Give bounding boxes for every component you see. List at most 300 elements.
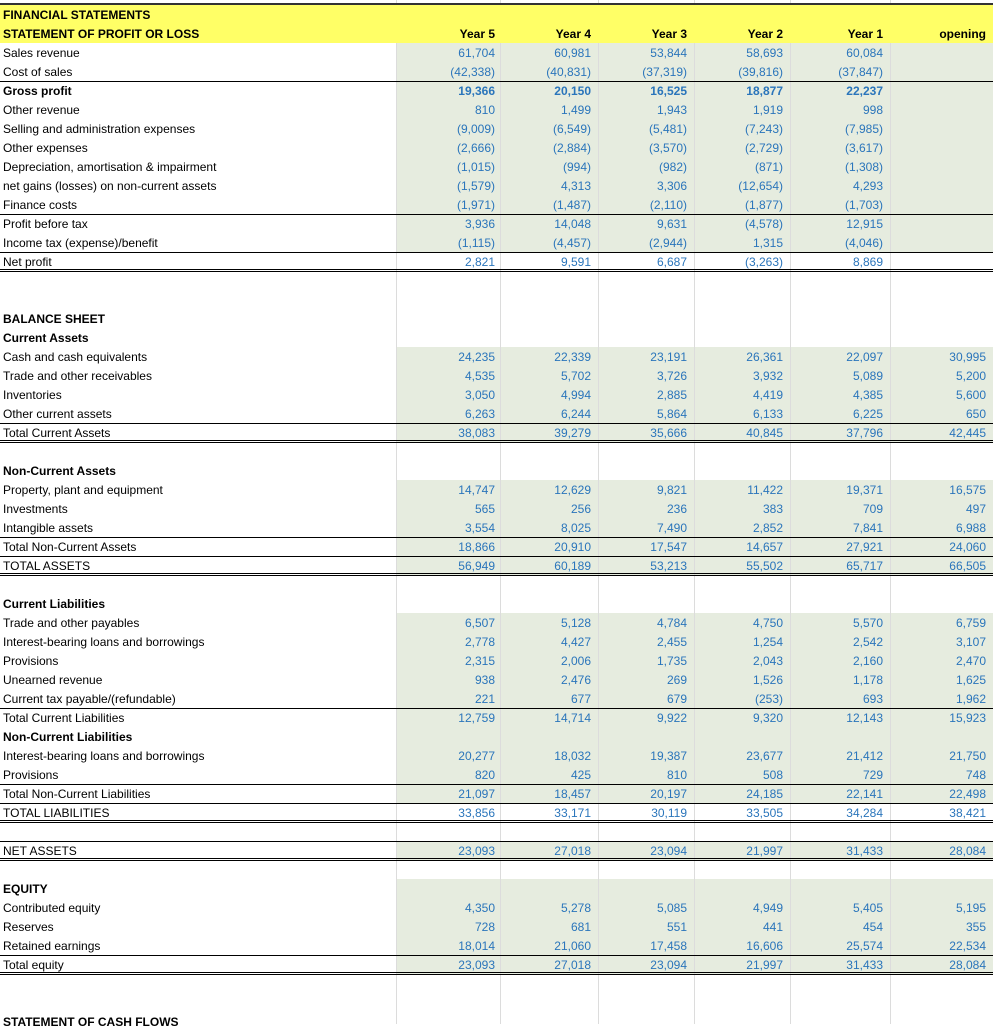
row-label: Interest-bearing loans and borrowings — [3, 749, 205, 763]
value-cell[interactable]: 2,852 — [752, 521, 783, 535]
value-cell[interactable]: 23,094 — [650, 844, 687, 858]
sheet-row — [0, 404, 993, 423]
double-underline — [0, 972, 993, 975]
value-cell[interactable]: 820 — [474, 768, 495, 782]
column-header[interactable]: Year 1 — [847, 27, 883, 41]
row-label: FINANCIAL STATEMENTS — [3, 8, 151, 22]
value-cell[interactable]: 4,350 — [464, 901, 495, 915]
row-label: Profit before tax — [3, 217, 88, 231]
value-cell[interactable]: 5,085 — [656, 901, 687, 915]
value-cell[interactable]: 2,470 — [955, 654, 986, 668]
value-cell[interactable]: 23,677 — [746, 749, 783, 763]
sheet-row — [0, 100, 993, 119]
value-cell[interactable]: 28,084 — [949, 844, 986, 858]
row-label: Other revenue — [3, 103, 80, 117]
value-cell[interactable]: 25,574 — [846, 939, 883, 953]
value-cell[interactable]: (9,009) — [456, 122, 495, 136]
sheet-row — [0, 195, 993, 214]
value-cell[interactable]: (37,319) — [642, 65, 687, 79]
row-label: Reserves — [3, 920, 54, 934]
sheet-row — [0, 347, 993, 366]
row-label: Current tax payable/(refundable) — [3, 692, 176, 706]
value-cell[interactable]: 30,995 — [949, 350, 986, 364]
value-cell[interactable]: (4,046) — [844, 236, 883, 250]
value-cell[interactable]: 728 — [474, 920, 495, 934]
value-cell[interactable]: 37,796 — [846, 426, 883, 440]
value-cell[interactable]: 5,128 — [560, 616, 591, 630]
row-label: Contributed equity — [3, 901, 101, 915]
value-cell[interactable]: 20,910 — [554, 540, 591, 554]
sheet-row — [0, 898, 993, 917]
column-header[interactable]: opening — [939, 27, 986, 41]
value-cell[interactable]: 4,784 — [656, 616, 687, 630]
value-cell[interactable]: 998 — [862, 103, 883, 117]
value-cell[interactable]: 1,254 — [752, 635, 783, 649]
value-cell[interactable]: 22,097 — [846, 350, 883, 364]
value-cell[interactable]: 60,084 — [846, 46, 883, 60]
value-cell[interactable]: 1,625 — [955, 673, 986, 687]
value-cell[interactable]: 5,278 — [560, 901, 591, 915]
value-cell[interactable]: 5,195 — [955, 901, 986, 915]
value-cell[interactable]: 1,315 — [752, 236, 783, 250]
value-cell[interactable]: (5,481) — [648, 122, 687, 136]
value-cell[interactable]: 22,141 — [846, 787, 883, 801]
value-cell[interactable]: 5,089 — [852, 369, 883, 383]
value-cell[interactable]: (253) — [754, 692, 783, 706]
value-cell[interactable]: (1,971) — [456, 198, 495, 212]
value-cell[interactable]: 2,043 — [752, 654, 783, 668]
value-cell[interactable]: 21,997 — [746, 958, 783, 972]
value-cell[interactable]: 23,094 — [650, 958, 687, 972]
value-cell[interactable]: (37,847) — [838, 65, 883, 79]
sheet-row — [0, 62, 993, 81]
value-cell[interactable]: 1,962 — [955, 692, 986, 706]
total-line — [0, 81, 993, 82]
row-label: Investments — [3, 502, 68, 516]
value-cell[interactable]: 39,279 — [554, 426, 591, 440]
sheet-row — [0, 594, 993, 613]
value-cell[interactable]: 14,714 — [554, 711, 591, 725]
value-cell[interactable]: 34,284 — [846, 806, 883, 820]
value-cell[interactable]: 1,178 — [852, 673, 883, 687]
value-cell[interactable]: 4,313 — [560, 179, 591, 193]
row-label: BALANCE SHEET — [3, 312, 106, 326]
double-underline — [0, 269, 993, 272]
value-cell[interactable]: 24,060 — [949, 540, 986, 554]
value-cell[interactable]: 6,263 — [464, 407, 495, 421]
sheet-row — [0, 233, 993, 252]
value-cell[interactable]: 3,936 — [464, 217, 495, 231]
value-cell[interactable]: 22,534 — [949, 939, 986, 953]
value-cell[interactable]: 19,387 — [650, 749, 687, 763]
value-cell[interactable]: 53,213 — [650, 559, 687, 573]
value-cell[interactable]: 14,657 — [746, 540, 783, 554]
value-cell[interactable]: 508 — [762, 768, 783, 782]
value-cell[interactable]: 693 — [862, 692, 883, 706]
sheet-row — [0, 328, 993, 347]
row-label: Total Non-Current Assets — [3, 540, 137, 554]
value-cell[interactable]: 16,525 — [650, 84, 687, 98]
value-cell[interactable]: 3,554 — [464, 521, 495, 535]
total-line — [0, 252, 993, 253]
value-cell[interactable]: (40,831) — [546, 65, 591, 79]
value-cell[interactable]: (12,654) — [738, 179, 783, 193]
value-cell[interactable]: 9,320 — [752, 711, 783, 725]
sheet-row — [0, 784, 993, 803]
value-cell[interactable]: 24,235 — [458, 350, 495, 364]
value-cell[interactable]: 24,185 — [746, 787, 783, 801]
value-cell[interactable]: 60,981 — [554, 46, 591, 60]
value-cell[interactable]: 19,366 — [458, 84, 495, 98]
value-cell[interactable]: (2,729) — [744, 141, 783, 155]
value-cell[interactable]: (1,877) — [744, 198, 783, 212]
row-label: STATEMENT OF CASH FLOWS — [3, 1015, 179, 1029]
value-cell[interactable]: 27,018 — [554, 844, 591, 858]
value-cell[interactable]: 66,505 — [949, 559, 986, 573]
value-cell[interactable]: (1,487) — [552, 198, 591, 212]
value-cell[interactable]: 441 — [762, 920, 783, 934]
sheet-row — [0, 24, 993, 43]
value-cell[interactable]: 23,093 — [458, 958, 495, 972]
sheet-row — [0, 366, 993, 385]
value-cell[interactable]: 5,864 — [656, 407, 687, 421]
value-cell[interactable]: (2,110) — [649, 198, 687, 212]
value-cell[interactable]: 4,535 — [464, 369, 495, 383]
value-cell[interactable]: 19,371 — [846, 483, 883, 497]
value-cell[interactable]: 9,591 — [560, 255, 591, 269]
sheet-row — [0, 176, 993, 195]
sheet-row — [0, 214, 993, 233]
row-label: Total equity — [3, 958, 64, 972]
sheet-row — [0, 309, 993, 328]
value-cell[interactable]: (7,243) — [744, 122, 783, 136]
value-cell[interactable]: 27,018 — [554, 958, 591, 972]
value-cell[interactable]: 6,988 — [955, 521, 986, 535]
row-label: STATEMENT OF PROFIT OR LOSS — [3, 27, 200, 41]
value-cell[interactable]: 2,315 — [464, 654, 495, 668]
value-cell[interactable]: 12,629 — [554, 483, 591, 497]
value-cell[interactable]: 6,687 — [656, 255, 687, 269]
value-cell[interactable]: 938 — [474, 673, 495, 687]
value-cell[interactable]: 30,119 — [651, 806, 687, 820]
value-cell[interactable]: 5,570 — [852, 616, 883, 630]
row-label: Unearned revenue — [3, 673, 103, 687]
value-cell[interactable]: 9,631 — [656, 217, 687, 231]
value-cell[interactable]: 355 — [965, 920, 986, 934]
value-cell[interactable]: 31,433 — [846, 958, 883, 972]
value-cell[interactable]: 14,048 — [554, 217, 591, 231]
value-cell[interactable]: 11,422 — [747, 483, 783, 497]
value-cell[interactable]: 709 — [862, 502, 883, 516]
double-underline — [0, 820, 993, 823]
value-cell[interactable]: 16,606 — [746, 939, 783, 953]
row-label: Depreciation, amortisation & impairment — [3, 160, 217, 174]
value-cell[interactable]: 23,191 — [650, 350, 687, 364]
value-cell[interactable]: 3,306 — [656, 179, 687, 193]
value-cell[interactable]: 18,866 — [458, 540, 495, 554]
value-cell[interactable]: 58,693 — [746, 46, 783, 60]
value-cell[interactable]: 21,060 — [554, 939, 591, 953]
sheet-row — [0, 879, 993, 898]
value-cell[interactable]: (3,570) — [648, 141, 687, 155]
sheet-row — [0, 537, 993, 556]
value-cell[interactable]: 3,107 — [955, 635, 986, 649]
value-cell[interactable]: (2,884) — [552, 141, 591, 155]
value-cell[interactable]: 679 — [666, 692, 687, 706]
total-line — [0, 556, 993, 557]
row-label: TOTAL LIABILITIES — [3, 806, 110, 820]
row-label: NET ASSETS — [3, 844, 77, 858]
value-cell[interactable]: 221 — [474, 692, 495, 706]
value-cell[interactable]: 22,237 — [846, 84, 883, 98]
value-cell[interactable]: 1,735 — [656, 654, 687, 668]
column-header[interactable]: Year 3 — [651, 27, 687, 41]
value-cell[interactable]: 20,150 — [554, 84, 591, 98]
value-cell[interactable]: 7,490 — [656, 521, 687, 535]
value-cell[interactable]: 454 — [862, 920, 883, 934]
value-cell[interactable]: 38,083 — [458, 426, 495, 440]
value-cell[interactable]: 810 — [474, 103, 495, 117]
value-cell[interactable]: 5,600 — [955, 388, 986, 402]
sheet-row — [0, 689, 993, 708]
value-cell[interactable]: (871) — [754, 160, 783, 174]
value-cell[interactable]: 60,189 — [554, 559, 591, 573]
column-header[interactable]: Year 2 — [747, 27, 783, 41]
value-cell[interactable]: 17,458 — [650, 939, 687, 953]
value-cell[interactable]: (4,578) — [744, 217, 783, 231]
value-cell[interactable]: 8,869 — [852, 255, 883, 269]
value-cell[interactable]: 33,505 — [746, 806, 783, 820]
sheet-row — [0, 613, 993, 632]
value-cell[interactable]: (1,308) — [844, 160, 883, 174]
value-cell[interactable]: (6,549) — [552, 122, 591, 136]
double-underline — [0, 573, 993, 576]
row-label: Total Non-Current Liabilities — [3, 787, 151, 801]
value-cell[interactable]: 8,025 — [560, 521, 591, 535]
row-label: Non-Current Assets — [3, 464, 116, 478]
value-cell[interactable]: 2,455 — [656, 635, 687, 649]
value-cell[interactable]: 40,845 — [746, 426, 783, 440]
value-cell[interactable]: 53,844 — [650, 46, 687, 60]
sheet-row — [0, 1012, 993, 1031]
value-cell[interactable]: 23,093 — [458, 844, 495, 858]
value-cell[interactable]: 6,225 — [852, 407, 883, 421]
value-cell[interactable]: 4,750 — [752, 616, 783, 630]
value-cell[interactable]: (42,338) — [450, 65, 495, 79]
value-cell[interactable]: 28,084 — [949, 958, 986, 972]
value-cell[interactable]: 5,702 — [560, 369, 591, 383]
sheet-row — [0, 651, 993, 670]
row-label: Provisions — [3, 654, 59, 668]
value-cell[interactable]: 748 — [965, 768, 986, 782]
value-cell[interactable]: 4,949 — [752, 901, 783, 915]
value-cell[interactable]: 2,778 — [464, 635, 495, 649]
value-cell[interactable]: (7,985) — [844, 122, 883, 136]
row-label: Provisions — [3, 768, 59, 782]
value-cell[interactable]: 22,498 — [949, 787, 986, 801]
row-label: Income tax (expense)/benefit — [3, 236, 158, 250]
value-cell[interactable]: 5,200 — [955, 369, 986, 383]
sheet-row — [0, 917, 993, 936]
value-cell[interactable]: 12,759 — [458, 711, 495, 725]
value-cell[interactable]: 256 — [570, 502, 591, 516]
value-cell[interactable]: 55,502 — [746, 559, 783, 573]
value-cell[interactable]: 810 — [666, 768, 687, 782]
value-cell[interactable]: 15,923 — [949, 711, 986, 725]
sheet-row — [0, 670, 993, 689]
column-header[interactable]: Year 5 — [459, 27, 495, 41]
value-cell[interactable]: 2,885 — [656, 388, 687, 402]
value-cell[interactable]: 33,171 — [554, 806, 591, 820]
value-cell[interactable]: 4,385 — [852, 388, 883, 402]
value-cell[interactable]: 18,457 — [554, 787, 591, 801]
value-cell[interactable]: 20,277 — [458, 749, 495, 763]
total-line — [0, 841, 993, 842]
value-cell[interactable]: 18,032 — [554, 749, 591, 763]
value-cell[interactable]: 12,143 — [846, 711, 883, 725]
value-cell[interactable]: 18,014 — [458, 939, 495, 953]
value-cell[interactable]: 681 — [570, 920, 591, 934]
value-cell[interactable]: (982) — [658, 160, 687, 174]
value-cell[interactable]: 1,943 — [656, 103, 687, 117]
sheet-row — [0, 138, 993, 157]
value-cell[interactable]: 14,747 — [458, 483, 495, 497]
value-cell[interactable]: 35,666 — [650, 426, 687, 440]
value-cell[interactable]: 425 — [570, 768, 591, 782]
value-cell[interactable]: 2,821 — [464, 255, 495, 269]
value-cell[interactable]: 9,821 — [656, 483, 687, 497]
row-label: Total Current Assets — [3, 426, 111, 440]
total-line — [0, 214, 993, 215]
value-cell[interactable]: 4,293 — [852, 179, 883, 193]
value-cell[interactable]: 31,433 — [846, 844, 883, 858]
total-line — [0, 537, 993, 538]
value-cell[interactable]: 565 — [474, 502, 495, 516]
value-cell[interactable]: 2,160 — [852, 654, 883, 668]
value-cell[interactable]: 21,750 — [949, 749, 986, 763]
row-label: Other expenses — [3, 141, 88, 155]
row-label: Property, plant and equipment — [3, 483, 163, 497]
value-cell[interactable]: 27,921 — [846, 540, 883, 554]
sheet-row — [0, 5, 993, 24]
sheet-row — [0, 157, 993, 176]
value-cell[interactable]: (994) — [562, 160, 591, 174]
column-header[interactable]: Year 4 — [555, 27, 591, 41]
value-cell[interactable]: (39,816) — [738, 65, 783, 79]
value-cell[interactable]: 21,097 — [458, 787, 495, 801]
value-cell[interactable]: (2,666) — [456, 141, 495, 155]
row-label: Net profit — [3, 255, 52, 269]
value-cell[interactable]: (2,944) — [648, 236, 687, 250]
value-cell[interactable]: 26,361 — [746, 350, 783, 364]
value-cell[interactable]: 1,919 — [752, 103, 783, 117]
value-cell[interactable]: 497 — [965, 502, 986, 516]
value-cell[interactable]: 677 — [570, 692, 591, 706]
value-cell[interactable]: 1,499 — [560, 103, 591, 117]
value-cell[interactable]: (3,617) — [844, 141, 883, 155]
value-cell[interactable]: 3,050 — [464, 388, 495, 402]
sheet-row — [0, 385, 993, 404]
value-cell[interactable]: 3,726 — [656, 369, 687, 383]
total-line — [0, 708, 993, 709]
sheet-row — [0, 81, 993, 100]
value-cell[interactable]: 61,704 — [458, 46, 495, 60]
value-cell[interactable]: 56,949 — [458, 559, 495, 573]
value-cell[interactable]: 42,445 — [949, 426, 986, 440]
value-cell[interactable]: (1,115) — [457, 236, 495, 250]
double-underline — [0, 440, 993, 443]
value-cell[interactable]: 6,507 — [464, 616, 495, 630]
sheet-row — [0, 518, 993, 537]
value-cell[interactable]: 551 — [666, 920, 687, 934]
row-label: Non-Current Liabilities — [3, 730, 133, 744]
sheet-row — [0, 727, 993, 746]
value-cell[interactable]: 65,717 — [846, 559, 883, 573]
row-label: TOTAL ASSETS — [3, 559, 91, 573]
value-cell[interactable]: 6,133 — [752, 407, 783, 421]
value-cell[interactable]: 20,197 — [650, 787, 687, 801]
row-label: Current Assets — [3, 331, 89, 345]
row-label: Trade and other payables — [3, 616, 140, 630]
value-cell[interactable]: 383 — [762, 502, 783, 516]
row-label: Cash and cash equivalents — [3, 350, 148, 364]
value-cell[interactable]: (4,457) — [552, 236, 591, 250]
value-cell[interactable]: 1,526 — [752, 673, 783, 687]
value-cell[interactable]: 12,915 — [846, 217, 883, 231]
value-cell[interactable]: 650 — [965, 407, 986, 421]
value-cell[interactable]: 6,244 — [560, 407, 591, 421]
value-cell[interactable]: (1,015) — [456, 160, 495, 174]
value-cell[interactable]: 4,419 — [752, 388, 783, 402]
value-cell[interactable]: 5,405 — [852, 901, 883, 915]
sheet-row — [0, 632, 993, 651]
value-cell[interactable]: 729 — [862, 768, 883, 782]
value-cell[interactable]: 2,006 — [560, 654, 591, 668]
value-cell[interactable]: (1,703) — [844, 198, 883, 212]
value-cell[interactable]: 4,427 — [560, 635, 591, 649]
value-cell[interactable]: 21,997 — [746, 844, 783, 858]
value-cell[interactable]: 2,542 — [852, 635, 883, 649]
row-label: Inventories — [3, 388, 62, 402]
value-cell[interactable]: 6,759 — [955, 616, 986, 630]
value-cell[interactable]: 236 — [666, 502, 687, 516]
value-cell[interactable]: 38,421 — [949, 806, 986, 820]
value-cell[interactable]: 22,339 — [554, 350, 591, 364]
value-cell[interactable]: (3,263) — [744, 255, 783, 269]
row-label: Current Liabilities — [3, 597, 106, 611]
value-cell[interactable]: 4,994 — [560, 388, 591, 402]
sheet-row — [0, 936, 993, 955]
value-cell[interactable]: 2,476 — [560, 673, 591, 687]
value-cell[interactable]: 9,922 — [656, 711, 687, 725]
sheet-row — [0, 461, 993, 480]
total-line — [0, 803, 993, 804]
value-cell[interactable]: 7,841 — [852, 521, 883, 535]
value-cell[interactable]: 33,856 — [458, 806, 495, 820]
value-cell[interactable]: 21,412 — [846, 749, 883, 763]
row-label: Total Current Liabilities — [3, 711, 125, 725]
total-line — [0, 955, 993, 956]
value-cell[interactable]: 269 — [666, 673, 687, 687]
value-cell[interactable]: 16,575 — [949, 483, 986, 497]
row-label: Cost of sales — [3, 65, 73, 79]
sheet-row — [0, 765, 993, 784]
row-label: Gross profit — [3, 84, 72, 98]
value-cell[interactable]: 18,877 — [746, 84, 783, 98]
value-cell[interactable]: (1,579) — [456, 179, 495, 193]
value-cell[interactable]: 17,547 — [650, 540, 687, 554]
value-cell[interactable]: 3,932 — [752, 369, 783, 383]
